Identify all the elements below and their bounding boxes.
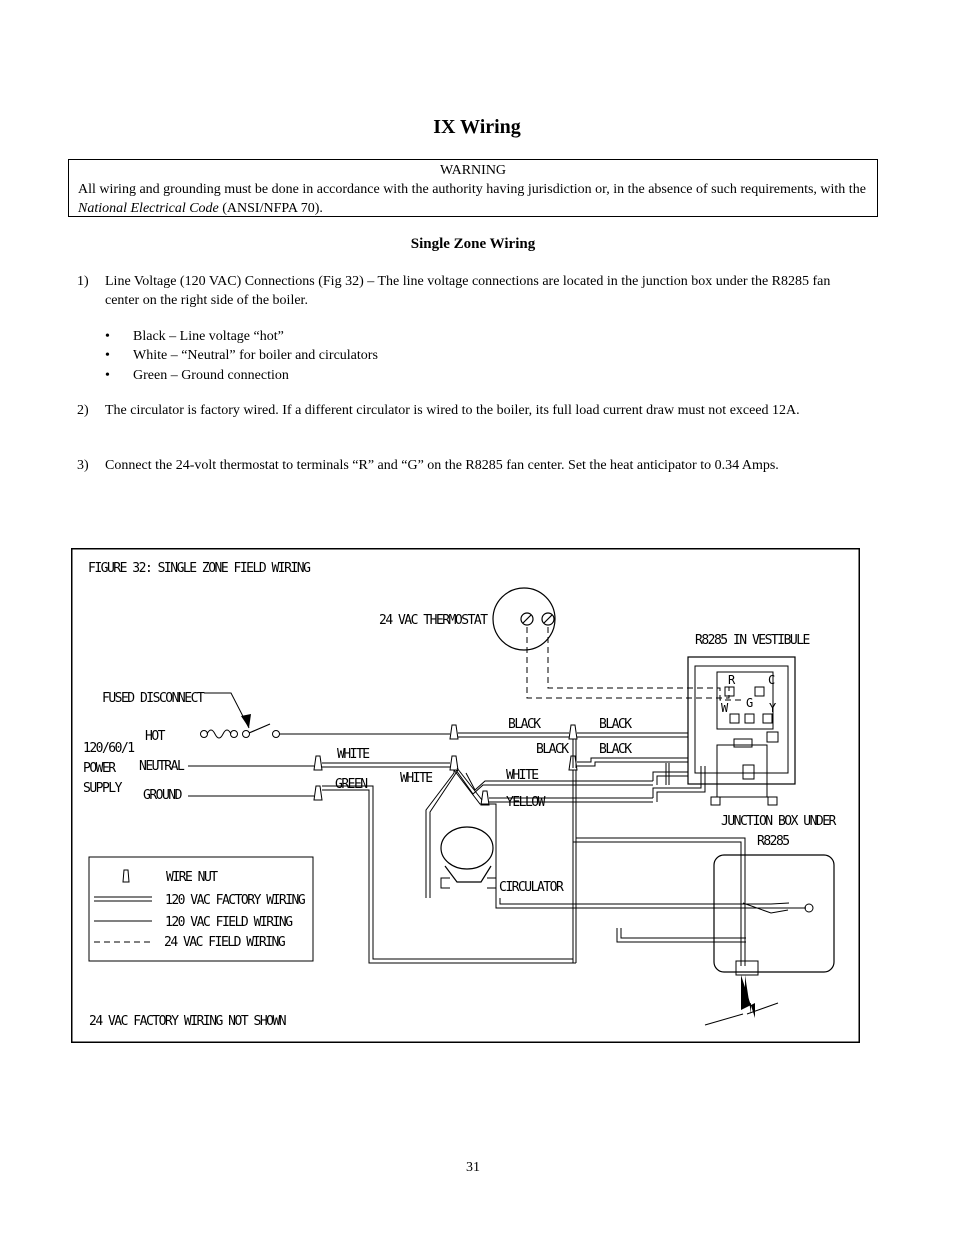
warning-heading: WARNING <box>439 163 507 178</box>
legend-field-24: 24 VAC FIELD WIRING <box>164 935 285 950</box>
fan-center-label: R8285 IN VESTIBULE <box>695 633 809 648</box>
warning-text-end: (ANSI/NFPA 70). <box>218 201 323 216</box>
fan-center-box <box>688 657 795 784</box>
fused-disconnect-label: FUSED DISCONNECT <box>102 691 204 706</box>
switch-blade <box>249 724 270 733</box>
legend-factory-120: 120 VAC FACTORY WIRING <box>165 893 305 908</box>
junction-box-label-1: JUNCTION BOX UNDER <box>721 814 835 829</box>
power-supply-label-2: POWER <box>83 761 115 776</box>
switch-contact-icon <box>273 731 280 738</box>
item-number: 1) <box>77 274 89 289</box>
white-wire-label: WHITE <box>400 771 432 786</box>
junction-box-label-2: R8285 <box>757 834 789 849</box>
bullet-text: Green – Ground connection <box>133 367 289 383</box>
figure-footnote: 24 VAC FACTORY WIRING NOT SHOWN <box>89 1014 286 1029</box>
switch-contact-icon <box>243 731 250 738</box>
black-wire-label: BLACK <box>599 717 631 732</box>
item-number: 3) <box>77 458 89 473</box>
item-number: 2) <box>77 403 89 418</box>
thermostat-icon <box>493 588 555 650</box>
section-title: IX Wiring <box>433 116 521 138</box>
bullet-text: White – “Neutral” for boiler and circulators <box>133 348 378 364</box>
ground-screw-icon <box>805 904 813 912</box>
item-text: Line Voltage (120 VAC) Connections (Fig 32) – The line voltage connections are located in the junction box under the R8285 fan center on the right side of the boiler. <box>105 274 831 308</box>
terminal-y-label: Y <box>769 701 775 715</box>
fan-center-inner <box>695 666 788 773</box>
factory-wiring <box>322 733 789 966</box>
black-wire-label: BLACK <box>508 717 540 732</box>
terminal-w-label: W <box>721 701 727 715</box>
black-wire-label: BLACK <box>599 742 631 757</box>
item-text: The circulator is factory wired. If a different circulator is wired to the boiler, its full load current draw must not exceed 12A. <box>105 403 800 418</box>
page-number: 31 <box>466 1160 480 1175</box>
hot-label: HOT <box>145 729 164 744</box>
power-supply-label-3: SUPPLY <box>83 781 121 796</box>
instruction-item-3 <box>77 456 877 475</box>
warning-text-italic: National Electrical Code <box>78 201 219 216</box>
neutral-label: NEUTRAL <box>139 759 184 774</box>
wiring-diagram <box>71 548 860 1043</box>
warning-text <box>69 180 877 218</box>
item-text: Connect the 24-volt thermostat to terminals “R” and “G” on the R8285 fan center. Set the heat anticipator to 0.34 Amps. <box>105 458 779 473</box>
green-wire-label: GREEN <box>335 777 367 792</box>
conduit-fitting <box>736 961 758 975</box>
bullet-item: • Green – Ground connection <box>105 367 289 383</box>
junction-box <box>714 855 834 972</box>
fuse-icon <box>201 731 208 738</box>
subsection-title: Single Zone Wiring <box>410 236 536 252</box>
terminal-c-label: C <box>768 673 774 687</box>
terminal-g-label: G <box>746 696 752 710</box>
warning-box <box>68 159 878 217</box>
bullet-text: Black – Line voltage “hot” <box>133 329 284 344</box>
terminal-r-label: R <box>728 673 734 687</box>
white-wire-label: WHITE <box>506 768 538 783</box>
bullet-list <box>105 327 378 385</box>
figure-caption: FIGURE 32: SINGLE ZONE FIELD WIRING <box>88 561 310 576</box>
circulator-icon <box>441 827 493 869</box>
instruction-item-1 <box>77 272 867 310</box>
yellow-wire-label: YELLOW <box>506 795 544 810</box>
wiring-diagram-figure <box>71 548 860 1043</box>
fan-center-relay <box>717 745 767 797</box>
power-supply-label-1: 120/60/1 <box>83 741 134 756</box>
black-wire-label: BLACK <box>536 742 568 757</box>
white-wire-label: WHITE <box>337 747 369 762</box>
legend-field-120: 120 VAC FIELD WIRING <box>165 915 292 930</box>
bullet-item: • White – “Neutral” for boiler and circulators <box>105 348 378 364</box>
circulator-label: CIRCULATOR <box>499 880 563 895</box>
arrow-icon <box>241 714 251 728</box>
ground-label: GROUND <box>143 788 181 803</box>
thermostat-label: 24 VAC THERMOSTAT <box>379 613 487 628</box>
instruction-item-2 <box>77 401 867 420</box>
bullet-item: • Black – Line voltage “hot” <box>105 329 284 344</box>
wire-nut-icon <box>123 870 129 882</box>
legend-wire-nut: WIRE NUT <box>166 870 217 885</box>
warning-text-start: All wiring and grounding must be done in accordance with the authority having jurisdiction or, in the absence of such requirements, with the <box>78 182 866 197</box>
